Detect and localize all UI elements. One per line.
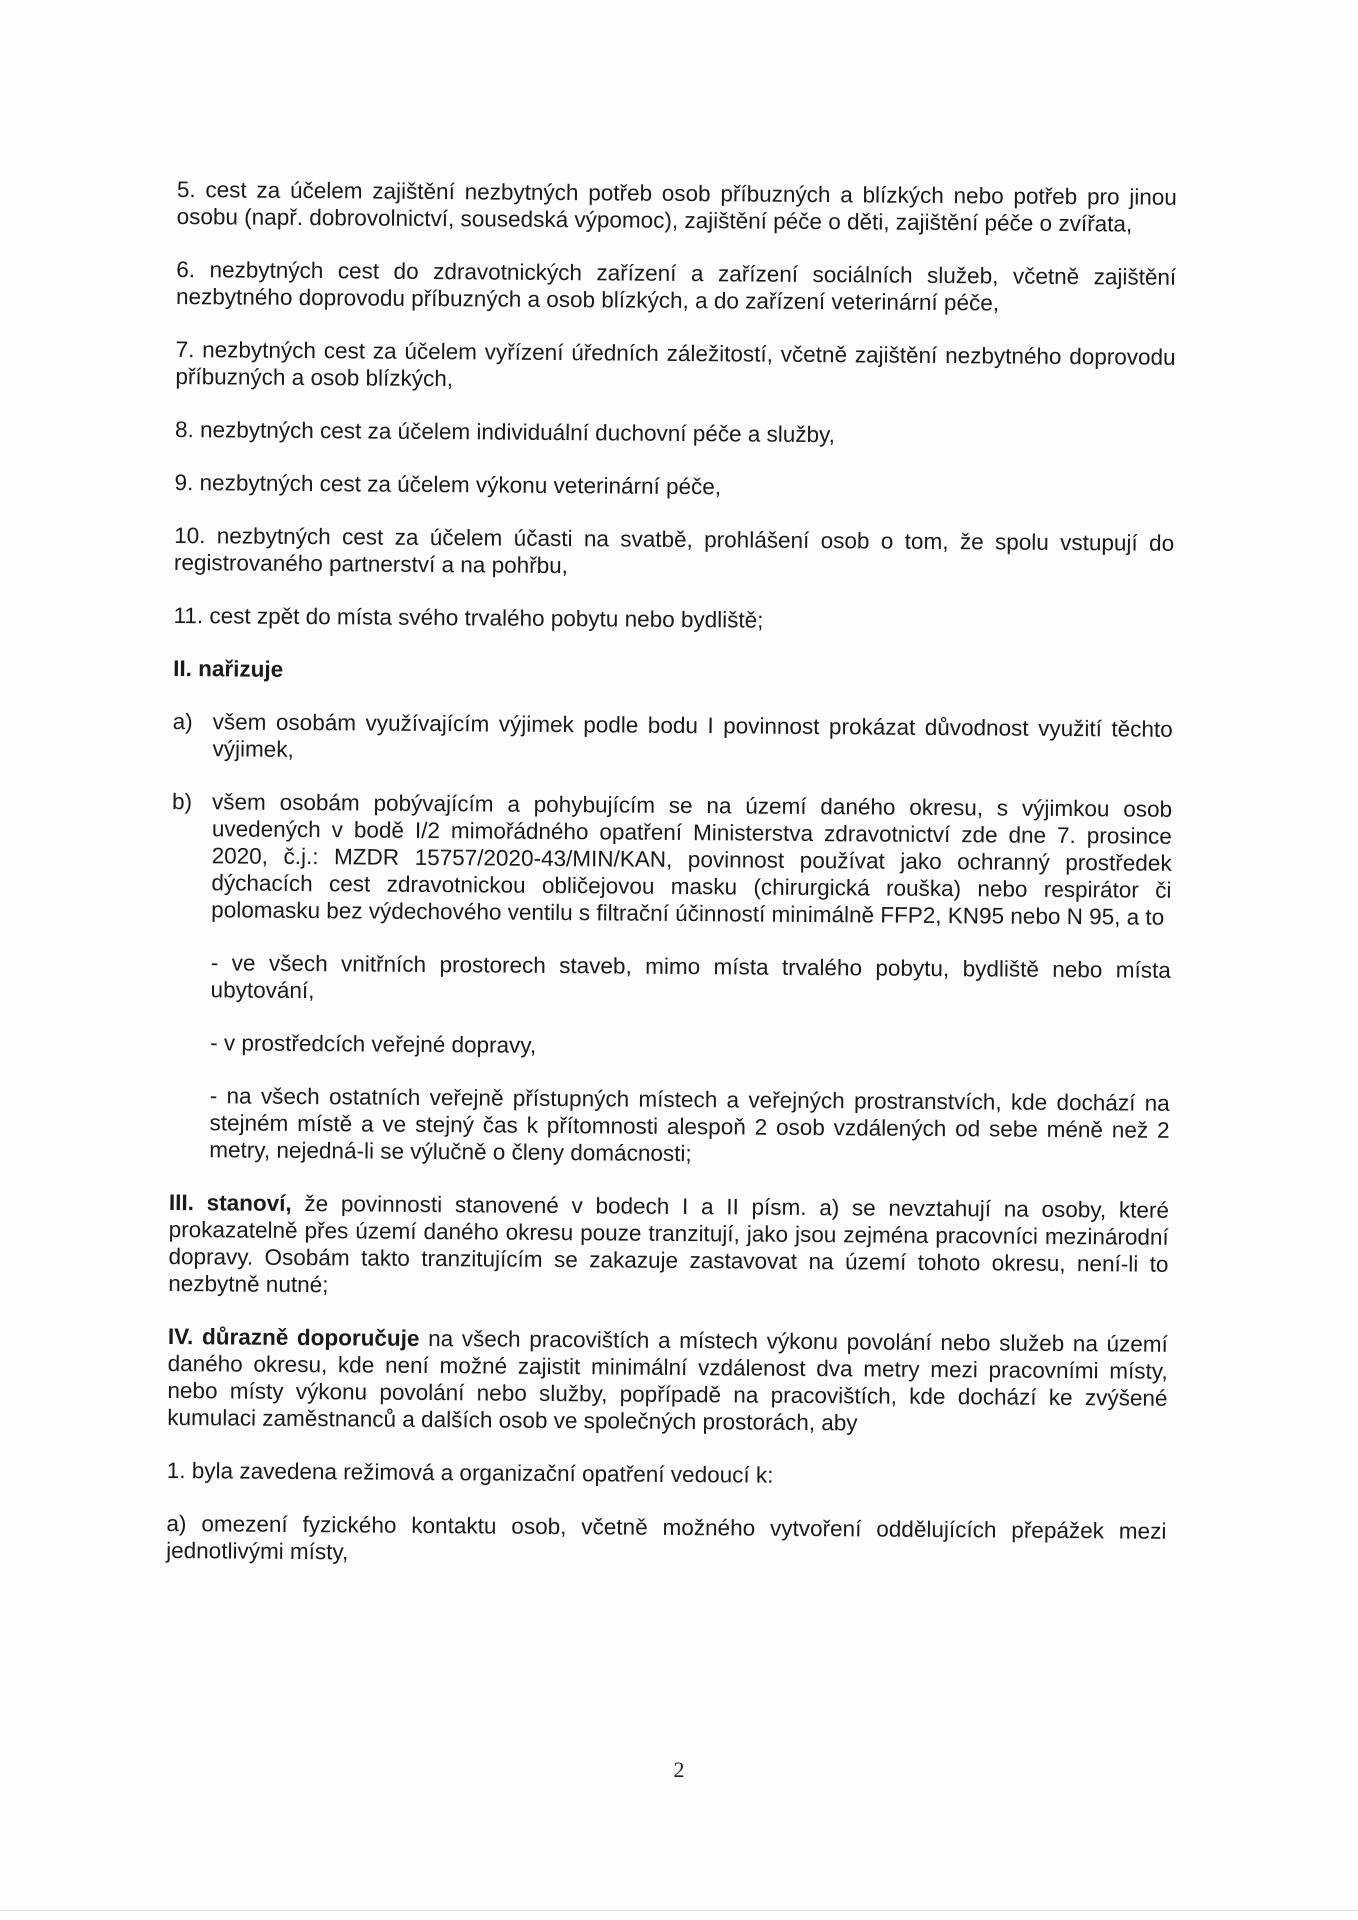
section-3-lead: III. stanoví,	[168, 1189, 292, 1216]
list-item-9: 9. nezbytných cest za účelem výkonu veterinární péče,	[174, 469, 722, 500]
dash-item-transport: - v prostředcích veřejné dopravy,	[210, 1030, 537, 1058]
item-text: všem osobám pobývajícím a pohybujícím se na území daného okresu, s výjimkou osob uvedených v bodě I/2 mimořádného opatření Ministerstva zdravotnictví zde dne 7. prosince 2020, č.j.: MZDR 15757/2020-43/MIN/KAN, povinnost používat jako ochranný prostředek dýchacích cest zdravotnickou obličejovou masku (chirurgická rouška) nebo respirátor či polomasku bez výdechového ventilu s filtrační účinností minimálně FFP2, KN95 nebo N 95, a to	[211, 789, 1173, 930]
section-2-item-a	[172, 708, 1172, 770]
item-letter: b)	[171, 788, 193, 815]
section-2-item-b	[171, 788, 1172, 931]
dash-item-indoor: - ve všech vnitřních prostorech staveb, mimo místa trvalého pobytu, bydliště nebo místa ubytování,	[210, 950, 1171, 1004]
list-item-5: 5. cest za účelem zajištění nezbytných potřeb osob příbuzných a blízkých nebo potřeb pro jinou osobu (např. dobrovolnictví, sousedská výpomoc), zajištění péče o děti, zajištění péče o zvířata,	[176, 176, 1177, 237]
list-item-10: 10. nezbytných cest za účelem účasti na svatbě, prohlášení osob o tom, že spolu vstupují do registrovaného partnerství a na pohřbu,	[173, 522, 1175, 579]
dash-item-public-places: - na všech ostatních veřejně přístupných místech a veřejných prostranstvích, kde dochází na stejném místě a ve stejný čas k přítomnosti alespoň 2 osob vzdálených od sebe méně než 2 metry, nejedná-li se výlučně o členy domácnosti;	[209, 1083, 1170, 1167]
list-item-7: 7. nezbytných cest za účelem vyřízení úředních záležitostí, včetně zajištění nezbytného doprovodu příbuzných a osob blízkých,	[175, 336, 1176, 392]
section-4-point-1: 1. byla zavedena režimová a organizační opatření vedoucí k:	[166, 1457, 774, 1488]
section-3-text: že povinnosti stanovené v bodech I a II písm. a) se nevztahují na osoby, které prokazatelně přes území daného okresu pouze tranzitují, jako jsou zejména pracovníci mezinárodní dopravy. Osobám takto tranzitujícím se zakazuje zastavovat na území tohoto okresu, není-li to nezbytně nutné;	[168, 1190, 1170, 1298]
section-3-paragraph	[168, 1189, 1169, 1305]
section-4-text: na všech pracovištích a místech výkonu povolání nebo služeb na území daného okresu, kde není možné zajistit minimální vzdálenost dva metry mezi pracovními místy, nebo místy výkonu povolání nebo služby, popřípadě na pracovištích, kde dochází ke zvýšené kumulaci zaměstnanců a dalších osob ve společných prostorách, aby	[167, 1325, 1168, 1436]
section-2-heading: II. nařizuje	[173, 655, 284, 682]
list-item-6: 6. nezbytných cest do zdravotnických zařízení a zařízení sociálních služeb, včetně zajištění nezbytného doprovodu příbuzných a osob blízkých, a do zařízení veterinární péče,	[175, 256, 1177, 316]
item-text: všem osobám využívajícím výjimek podle bodu I povinnost prokázat důvodnost využití těchto výjimek,	[212, 709, 1173, 762]
scan-edge-divider	[0, 1910, 1358, 1911]
list-item-11: 11. cest zpět do místa svého trvalého pobytu nebo bydliště;	[173, 602, 764, 633]
item-letter: a)	[172, 708, 193, 735]
section-4-paragraph	[167, 1323, 1168, 1439]
document-body	[166, 176, 1177, 1598]
page-number: 2	[673, 1757, 685, 1782]
section-4-lead: IV. důrazně doporučuje	[167, 1323, 420, 1351]
section-4-point-a: a) omezení fyzického kontaktu osob, včetně možného vytvoření oddělujících přepážek mezi jednotlivými místy,	[166, 1510, 1167, 1565]
list-item-8: 8. nezbytných cest za účelem individuální duchovní péče a služby,	[174, 416, 836, 448]
